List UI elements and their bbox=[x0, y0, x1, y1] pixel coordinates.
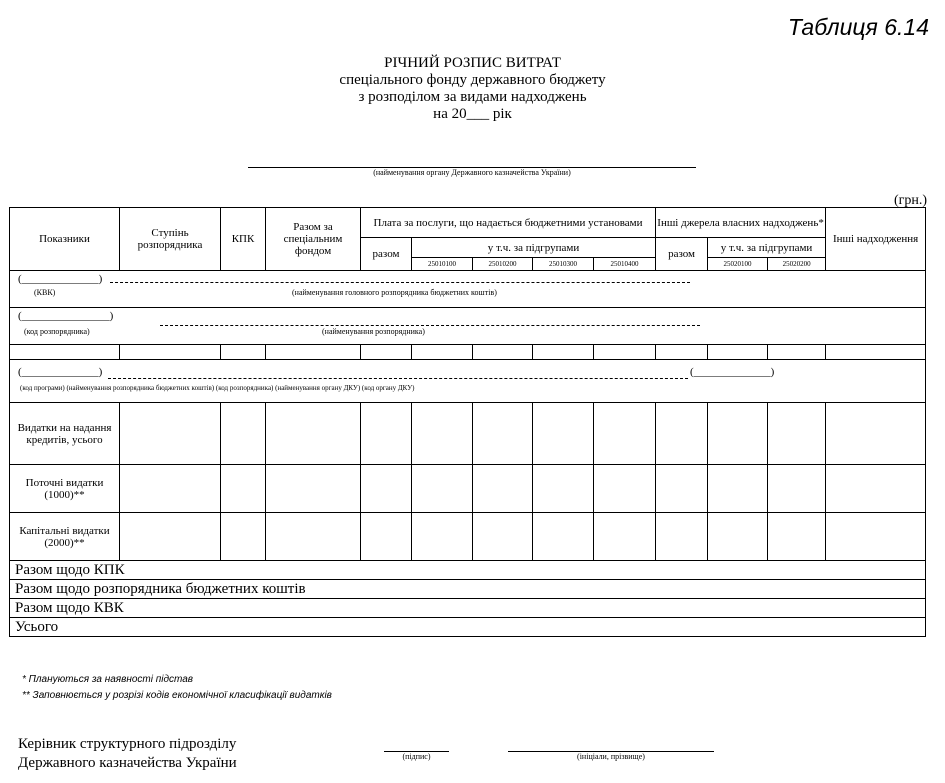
header-degree: Ступінь розпорядника bbox=[120, 208, 221, 271]
kvk-code-caption: (КВК) bbox=[34, 288, 56, 297]
code-cell: 25010100 bbox=[412, 258, 473, 271]
row-credits: Видатки на надання кредитів, усього bbox=[10, 403, 120, 465]
currency-unit: (грн.) bbox=[893, 193, 927, 208]
header-total-special: Разом за спеціальним фондом bbox=[266, 208, 361, 271]
footnote-1: * Плануються за наявності підстав bbox=[22, 674, 193, 685]
program-caption: (код програми) (найменування розпорядника бюджетних коштів) (код розпорядника) (найменування органу ДКУ) (код органу ДКУ) bbox=[20, 384, 415, 392]
manager-caption: (найменування розпорядника) bbox=[322, 327, 425, 336]
signature-title-2: Державного казначейства України bbox=[18, 755, 237, 771]
code-cell: 25020100 bbox=[708, 258, 768, 271]
cell bbox=[473, 345, 533, 360]
header-fees-subgroups: у т.ч. за підгрупами bbox=[412, 238, 656, 258]
cell bbox=[768, 345, 826, 360]
total-manager: Разом щодо розпорядника бюджетних коштів bbox=[10, 580, 926, 599]
title-line-2: спеціального фонду державного бюджету bbox=[339, 72, 606, 88]
total-kvk: Разом щодо КВК bbox=[10, 599, 926, 618]
header-kpk: КПК bbox=[221, 208, 266, 271]
cell bbox=[266, 345, 361, 360]
total-all: Усього bbox=[10, 618, 926, 637]
footnote-2: ** Заповнюється у розрізі кодів економічної класифікації видатків bbox=[22, 690, 332, 701]
row-current-expenses: Поточні видатки (1000)** bbox=[10, 465, 120, 513]
name-caption: (ініціали, прізвище) bbox=[577, 752, 645, 761]
row-capital-expenses: Капітальні видатки (2000)** bbox=[10, 513, 120, 561]
cell bbox=[708, 345, 768, 360]
org-name-caption: (найменування органу Державного казначейства України) bbox=[373, 168, 571, 177]
code-cell: 25010300 bbox=[533, 258, 594, 271]
kvk-caption: (найменування головного розпорядника бюджетних коштів) bbox=[292, 288, 497, 297]
signature-caption: (підпис) bbox=[402, 752, 431, 761]
signature-block bbox=[18, 735, 237, 773]
header-indicators: Показники bbox=[10, 208, 120, 271]
manager-row: (________________) (код розпорядника) (найменування розпорядника) bbox=[10, 308, 926, 345]
header-other-group: Інші джерела власних надходжень* bbox=[656, 208, 826, 238]
header-fees-razom: разом bbox=[361, 238, 412, 271]
total-kpk: Разом щодо КПК bbox=[10, 561, 926, 580]
header-other-subgroups: у т.ч. за підгрупами bbox=[708, 238, 826, 258]
code-cell: 25020200 bbox=[768, 258, 826, 271]
document-title bbox=[0, 55, 945, 123]
cell bbox=[594, 345, 656, 360]
title-line-4: на 20___ рік bbox=[433, 106, 512, 122]
expenditure-table bbox=[9, 207, 926, 637]
cell bbox=[533, 345, 594, 360]
header-fees-group: Плата за послуги, що надається бюджетними установами bbox=[361, 208, 656, 238]
cell bbox=[10, 345, 120, 360]
cell bbox=[826, 345, 926, 360]
cell bbox=[361, 345, 412, 360]
cell bbox=[221, 345, 266, 360]
table-number: Таблиця 6.14 bbox=[787, 14, 929, 40]
code-cell: 25010400 bbox=[594, 258, 656, 271]
cell bbox=[656, 345, 708, 360]
program-row: (______________) (______________) (код програми) (найменування розпорядника бюджетних коштів) (код розпорядника) (найменування органу ДКУ) (код органу ДКУ) bbox=[10, 360, 926, 403]
header-other-income: Інші надходження bbox=[826, 208, 926, 271]
title-line-1: РІЧНИЙ РОЗПИС ВИТРАТ bbox=[384, 55, 561, 71]
code-cell: 25010200 bbox=[473, 258, 533, 271]
cell bbox=[120, 345, 221, 360]
manager-code-caption: (код розпорядника) bbox=[24, 327, 90, 336]
cell bbox=[412, 345, 473, 360]
signature-title-1: Керівник структурного підрозділу bbox=[18, 736, 237, 752]
header-other-razom: разом bbox=[656, 238, 708, 271]
title-line-3: з розподілом за видами надходжень bbox=[358, 89, 587, 105]
kvk-row: (______________) (КВК) (найменування головного розпорядника бюджетних коштів) bbox=[10, 271, 926, 308]
